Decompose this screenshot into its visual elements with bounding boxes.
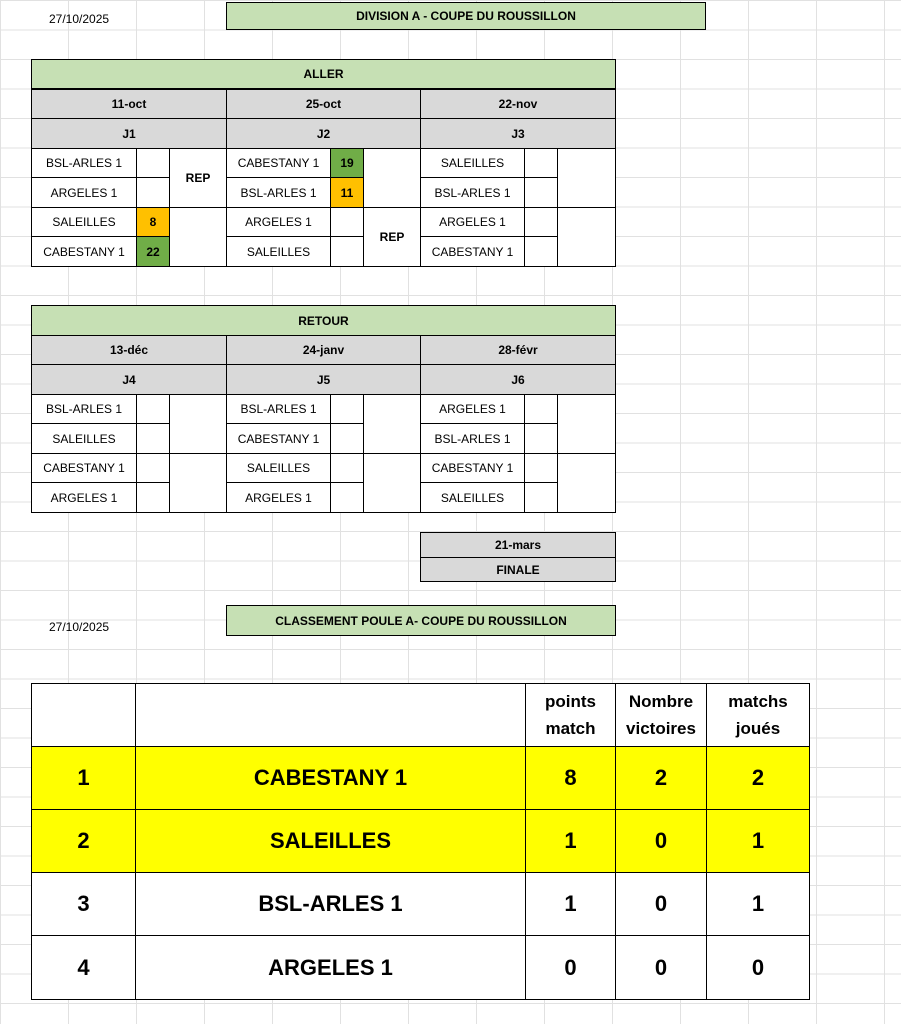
j4-m2-team-b: ARGELES 1 <box>31 482 137 513</box>
ranking-row-2-joues: 1 <box>706 809 810 873</box>
j2-m2-score-b <box>330 236 364 267</box>
ranking-row-3-victoires: 0 <box>615 872 707 936</box>
ranking-row-2-rank: 2 <box>31 809 136 873</box>
j3-m1-team-a: SALEILLES <box>420 148 525 178</box>
ranking-row-3-rank: 3 <box>31 872 136 936</box>
ranking-row-2-team: SALEILLES <box>135 809 526 873</box>
j3-m1-score-b <box>524 177 558 208</box>
retour-header: RETOUR <box>31 305 616 336</box>
ranking-row-1-joues: 2 <box>706 746 810 810</box>
ranking-row-4-rank: 4 <box>31 935 136 1000</box>
ranking-row-1-victoires: 2 <box>615 746 707 810</box>
ranking-header-victoires-line1: Nombre <box>628 692 694 711</box>
j4-m2-score-a <box>136 453 170 483</box>
ranking-header-points-line1: points <box>545 692 596 711</box>
round-j5: J5 <box>226 364 421 395</box>
j3-m2-team-b: CABESTANY 1 <box>420 236 525 267</box>
ranking-header-victoires <box>615 683 707 747</box>
j5-m2-team-b: ARGELES 1 <box>226 482 331 513</box>
j3-m2-score-b <box>524 236 558 267</box>
j2-m1-score-a: 19 <box>330 148 364 178</box>
j4-m2-note <box>169 453 227 513</box>
j6-m2-score-a <box>524 453 558 483</box>
j6-m1-score-b <box>524 423 558 454</box>
j2-m1-team-b: BSL-ARLES 1 <box>226 177 331 208</box>
ranking-header-points-line2: match <box>545 719 596 738</box>
j2-m1-note <box>363 148 421 208</box>
j4-m2-score-b <box>136 482 170 513</box>
aller-date-3: 22-nov <box>420 89 616 119</box>
round-j1: J1 <box>31 118 227 149</box>
j5-m2-team-a: SALEILLES <box>226 453 331 483</box>
j5-m2-score-b <box>330 482 364 513</box>
ranking-row-4-points: 0 <box>525 935 616 1000</box>
ranking-row-3-points: 1 <box>525 872 616 936</box>
ranking-row-1-points: 8 <box>525 746 616 810</box>
finale-date: 21-mars <box>420 532 616 558</box>
retour-date-1: 13-déc <box>31 335 227 365</box>
ranking-header-points <box>525 683 616 747</box>
aller-date-2: 25-oct <box>226 89 421 119</box>
ranking-row-4-joues: 0 <box>706 935 810 1000</box>
classement-date: 27/10/2025 <box>49 620 110 634</box>
ranking-header-team <box>135 683 526 747</box>
j2-m2-team-b: SALEILLES <box>226 236 331 267</box>
ranking-row-3-joues: 1 <box>706 872 810 936</box>
ranking-row-2-points: 1 <box>525 809 616 873</box>
j2-m1-score-b: 11 <box>330 177 364 208</box>
round-j3: J3 <box>420 118 616 149</box>
classement-title: CLASSEMENT POULE A- COUPE DU ROUSSILLON <box>226 605 616 636</box>
j5-m1-team-a: BSL-ARLES 1 <box>226 394 331 424</box>
finale-label: FINALE <box>420 557 616 582</box>
j4-m1-score-a <box>136 394 170 424</box>
round-j6: J6 <box>420 364 616 395</box>
j3-m1-note <box>557 148 616 208</box>
j3-m1-team-b: BSL-ARLES 1 <box>420 177 525 208</box>
ranking-header-joues-line2: joués <box>735 719 781 738</box>
ranking-row-4-victoires: 0 <box>615 935 707 1000</box>
ranking-header-victoires-line2: victoires <box>626 719 696 738</box>
ranking-header-joues-line1: matchs <box>728 692 788 711</box>
j6-m2-team-b: SALEILLES <box>420 482 525 513</box>
j5-m1-note <box>363 394 421 454</box>
ranking-row-1-rank: 1 <box>31 746 136 810</box>
j1-m2-score-a: 8 <box>136 207 170 237</box>
j1-m1-team-a: BSL-ARLES 1 <box>31 148 137 178</box>
ranking-header-rank <box>31 683 136 747</box>
j6-m1-team-b: BSL-ARLES 1 <box>420 423 525 454</box>
j4-m2-team-a: CABESTANY 1 <box>31 453 137 483</box>
j3-m2-note <box>557 207 616 267</box>
j6-m2-note <box>557 453 616 513</box>
j5-m1-team-b: CABESTANY 1 <box>226 423 331 454</box>
j5-m1-score-b <box>330 423 364 454</box>
j1-m2-team-a: SALEILLES <box>31 207 137 237</box>
j3-m2-score-a <box>524 207 558 237</box>
header-date: 27/10/2025 <box>49 12 110 26</box>
ranking-row-2-victoires: 0 <box>615 809 707 873</box>
j1-m2-score-b: 22 <box>136 236 170 267</box>
j2-m2-note: REP <box>363 207 421 267</box>
aller-header: ALLER <box>31 59 616 89</box>
aller-date-1: 11-oct <box>31 89 227 119</box>
j5-m2-note <box>363 453 421 513</box>
retour-date-2: 24-janv <box>226 335 421 365</box>
j6-m2-team-a: CABESTANY 1 <box>420 453 525 483</box>
j4-m1-note <box>169 394 227 454</box>
j4-m1-team-b: SALEILLES <box>31 423 137 454</box>
j4-m1-score-b <box>136 423 170 454</box>
j5-m1-score-a <box>330 394 364 424</box>
j2-m2-team-a: ARGELES 1 <box>226 207 331 237</box>
j1-m1-note: REP <box>169 148 227 208</box>
j6-m1-score-a <box>524 394 558 424</box>
j6-m1-note <box>557 394 616 454</box>
j5-m2-score-a <box>330 453 364 483</box>
round-j2: J2 <box>226 118 421 149</box>
j2-m2-score-a <box>330 207 364 237</box>
j1-m2-team-b: CABESTANY 1 <box>31 236 137 267</box>
j1-m1-score-a <box>136 148 170 178</box>
round-j4: J4 <box>31 364 227 395</box>
j4-m1-team-a: BSL-ARLES 1 <box>31 394 137 424</box>
j6-m1-team-a: ARGELES 1 <box>420 394 525 424</box>
j1-m2-note <box>169 207 227 267</box>
j2-m1-team-a: CABESTANY 1 <box>226 148 331 178</box>
ranking-row-3-team: BSL-ARLES 1 <box>135 872 526 936</box>
j6-m2-score-b <box>524 482 558 513</box>
ranking-header-joues <box>706 683 810 747</box>
ranking-row-4-team: ARGELES 1 <box>135 935 526 1000</box>
ranking-row-1-team: CABESTANY 1 <box>135 746 526 810</box>
j1-m1-team-b: ARGELES 1 <box>31 177 137 208</box>
j3-m2-team-a: ARGELES 1 <box>420 207 525 237</box>
j3-m1-score-a <box>524 148 558 178</box>
j1-m1-score-b <box>136 177 170 208</box>
retour-date-3: 28-févr <box>420 335 616 365</box>
page-title: DIVISION A - COUPE DU ROUSSILLON <box>226 2 706 30</box>
